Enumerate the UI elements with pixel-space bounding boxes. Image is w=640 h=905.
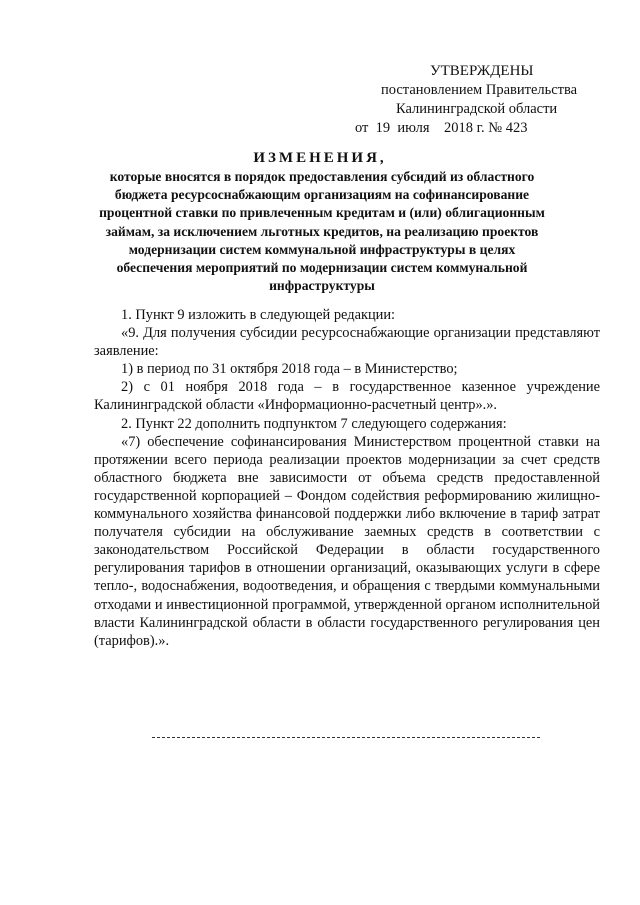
paragraph-item-1: 1. Пункт 9 изложить в следующей редакции:	[121, 307, 396, 323]
approval-line-government: постановлением Правительства	[381, 82, 578, 98]
paragraph-item-2: 2. Пункт 22 дополнить подпунктом 7 следующего содержания:	[121, 415, 507, 432]
paragraph-subitem-7: «7) обеспечение софинансирования Министерством процентной ставки на протяжении всего периода реализации проектов модернизации за счет средств областного бюджета вне зависимости от объема средств предоставленной государственной корпорацией – Фондом содействия реформированию жилищно-коммунального хозяйства финансовой поддержки либо включение в тариф затрат получателя субсидии на обслуживание заемных средств в соответствии с законодательством Российской Федерации в области государственного регулирования тарифов в отношении организаций, оказывающих услуги в сфере тепло-, водоснабжения, водоотведения, и обращения с твердыми коммунальными отходами и инвестиционной программой, утвержденной органом исполнительной власти Калининградской области в области государственного регулирования цен (тарифов).».	[94, 433, 600, 649]
document-heading: ИЗМЕНЕНИЯ,	[253, 150, 387, 166]
closing-divider-line	[152, 737, 540, 738]
paragraph-subitem-1: 1) в период по 31 октября 2018 года – в Министерство;	[121, 361, 458, 378]
approval-date-line	[355, 119, 615, 138]
document-subtitle: которые вносятся в порядок предоставления субсидий из областного бюджета ресурсоснабжающим организациям на софинансирование процентной ставки по привлеченным кредитам и (или) облигационным займам, за исключением льготных кредитов, на реализацию проектов модернизации систем коммунальной инфраструктуры в целях обеспечения мероприятий по модернизации систем коммунальной инфраструктуры	[99, 169, 545, 294]
decree-number: 423	[505, 120, 528, 136]
document-body	[94, 306, 600, 650]
date-month: июля	[397, 120, 430, 136]
date-day: 19	[375, 120, 391, 136]
date-year: 2018 г. №	[444, 120, 503, 136]
approval-line-region: Калининградской области	[396, 101, 558, 117]
date-prefix: от	[355, 120, 369, 136]
paragraph-item-9: «9. Для получения субсидии ресурсоснабжающие организации представляют заявление:	[94, 325, 600, 360]
paragraph-subitem-2: 2) с 01 ноября 2018 года – в государственное казенное учреждение Калининградской области «Информационно-расчетный центр».».	[94, 379, 600, 414]
approval-title: УТВЕРЖДЕНЫ	[430, 63, 534, 79]
approval-block	[355, 62, 615, 138]
